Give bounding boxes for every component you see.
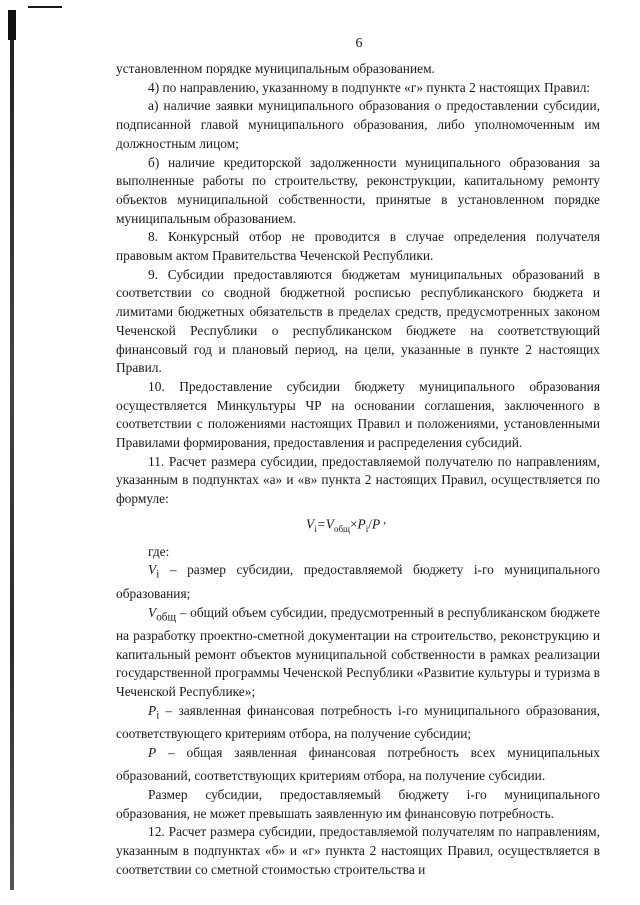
document-body [116,60,600,879]
paragraph-subitem-b: б) наличие кредиторской задолженности муниципального образования за выполненные работы по строительству, реконструкции, капитальному ремонту объектов муниципальной собственности, принятые в установленном порядке муниципальным образованием. [116,154,600,226]
paragraph-item-4: 4) по направлению, указанному в подпункте «г» пункта 2 настоящих Правил: [148,79,591,95]
paragraph-subsidy-limit: Размер субсидии, предоставляемый бюджету i-го муниципального образования, не может превышать заявленную им финансовую потребность. [116,786,600,821]
paragraph-11: 11. Расчет размера субсидии, предоставляемой получателю по направлениям, указанным в подпунктах «а» и «в» пункта 2 настоящих Правил, осуществляется по формуле: [116,453,600,507]
paragraph-10: 10. Предоставление субсидии бюджету муниципального образования осуществляется Минкультуры ЧР на основании соглашения, заключенного в соответствии с положениями настоящих Правил и положениями, установленными Правилами формирования, предоставления и распределения субсидий. [116,378,600,451]
where-label: где: [148,543,170,559]
definition-v-total: $V_{общ}$ – общий объем субсидии, предусмотренный в республиканском бюджете на разработку проектно-сметной документации на строительство, реконструкцию и капитальный ремонт объектов муниципальной собственности в рамках реализации государственной программы Чеченской Республики «Развитие культуры и туризма в Чеченской Республике»; [116,604,600,699]
paragraph-subitem-a: а) наличие заявки муниципального образования о предоставлении субсидии, подписанной главой муниципального образования, либо уполномоченным им должностным лицом; [116,98,600,151]
definition-p: P – общая заявленная финансовая потребность всех муниципальных образований, соответствующих критериям отбора, на получение субсидии. [116,744,600,784]
paragraph-9: 9. Субсидии предоставляются бюджетам муниципальных образований в соответствии со сводной бюджетной росписью республиканского бюджета и лимитами бюджетных обязательств в пределах средств, предусмотренных законом Чеченской Республики о республиканском бюджете на соответствующий финансовый год и плановый период, на цели, указанные в пункте 2 настоящих Правил. [116,266,600,376]
paragraph-continuation: установленном порядке муниципальным образованием. [116,61,435,76]
paragraph-8: 8. Конкурсный отбор не проводится в случае определения получателя правовым актом Правительства Чеченской Республики. [116,229,600,264]
page-number: 6 [355,36,363,51]
scan-edge-mark [28,6,62,8]
paragraph-12: 12. Расчет размера субсидии, предоставляемой получателям по направлениям, указанным в подпунктах «б» и «г» пункта 2 настоящих Правил, осуществляется в соответствии со сметной стоимостью строительства и [116,824,600,877]
definition-v-i: $V_i$ – размер субсидии, предоставляемой бюджету i-го муниципального образования; [116,562,600,601]
definition-p-i: $P_i$ – заявленная финансовая потребность i-го муниципального образования, соответствующего критериям отбора, на получение субсидии; [116,702,600,742]
subsidy-formula: $V_i=V_{общ}\times P_i/P$ , [306,513,387,535]
scan-left-edge [10,40,14,890]
